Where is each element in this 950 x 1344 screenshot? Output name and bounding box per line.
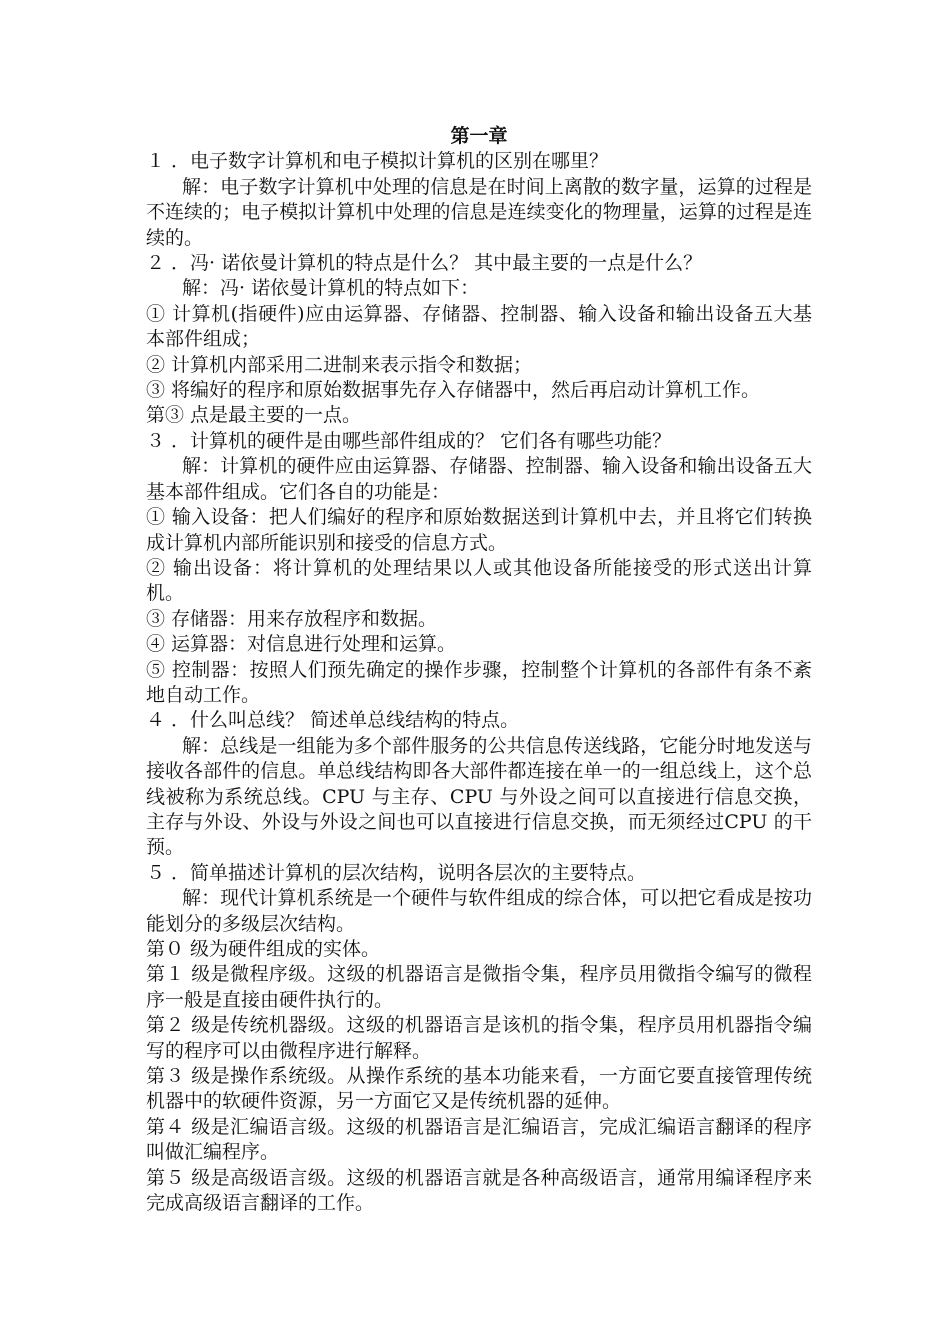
body-paragraph: 第０ 级为硬件组成的实体。 xyxy=(146,938,381,960)
answer-paragraph: 解：电子数字计算机中处理的信息是在时间上离散的数字量，运算的过程是不连续的；电子模拟计算机中处理的信息是连续变化的物理量，运算的过程是连续的。 xyxy=(146,175,812,249)
answer-paragraph: 解：冯· 诺依曼计算机的特点如下： xyxy=(182,277,480,300)
body-paragraph: 第４ 级是汇编语言级。这级的机器语言是汇编语言，完成汇编语言翻译的程序叫做汇编程序。 xyxy=(146,1115,812,1164)
body-paragraph: ③ 将编好的程序和原始数据事先存入存储器中，然后再启动计算机工作。 xyxy=(146,379,761,402)
body-paragraph: ⑤ 控制器：按照人们预先确定的操作步骤，控制整个计算机的各部件有条不紊地自动工作。 xyxy=(146,658,812,706)
answer-paragraph: 解：现代计算机系统是一个硬件与软件组成的综合体，可以把它看成是按功能划分的多级层次结构。 xyxy=(146,887,812,935)
body-paragraph: ④ 运算器：对信息进行处理和运算。 xyxy=(146,633,457,656)
question-line: ３ ．计算机的硬件是由哪些部件组成的？ 它们各有哪些功能？ xyxy=(146,429,672,452)
document-body xyxy=(146,149,812,1216)
body-paragraph: ① 输入设备：把人们编好的程序和原始数据送到计算机中去，并且将它们转换成计算机内部所能识别和接受的信息方式。 xyxy=(146,506,812,554)
body-paragraph: ① 计算机(指硬件)应由运算器、存储器、控制器、输入设备和输出设备五大基本部件组成； xyxy=(146,302,812,351)
body-paragraph: ② 计算机内部采用二进制来表示指令和数据； xyxy=(146,353,533,376)
chapter-title: 第一章 xyxy=(450,125,508,147)
question-line: ２ ．冯· 诺依曼计算机的特点是什么？ 其中最主要的一点是什么？ xyxy=(146,252,703,275)
body-paragraph: 第１ 级是微程序级。这级的机器语言是微指令集，程序员用微指令编写的微程序一般是直接由硬件执行的。 xyxy=(146,963,812,1011)
answer-paragraph: 解：总线是一组能为多个部件服务的公共信息传送线路，它能分时地发送与接收各部件的信息。单总线结构即各大部件都连接在单一的一组总线上，这个总线被称为系统总线。CPU 与主存、CPU 与外设之间可以直接进行信息交换，主存与外设、外设与外设之间也可以直接进行信息交换，而无须经过CPU 的干预。 xyxy=(146,734,812,859)
body-paragraph: 第③ 点是最主要的一点。 xyxy=(146,404,362,427)
question-line: ５ ．简单描述计算机的层次结构，说明各层次的主要特点。 xyxy=(146,861,647,884)
body-paragraph: 第５ 级是高级语言级。这级的机器语言就是各种高级语言，通常用编译程序来完成高级语言翻译的工作。 xyxy=(146,1166,812,1215)
answer-paragraph: 解：计算机的硬件应由运算器、存储器、控制器、输入设备和输出设备五大基本部件组成。它们各自的功能是： xyxy=(146,455,812,503)
question-line: ４ ．什么叫总线？ 简述单总线结构的特点。 xyxy=(146,709,520,732)
body-paragraph: 第３ 级是操作系统级。从操作系统的基本功能来看，一方面它要直接管理传统机器中的软硬件资源，另一方面它又是传统机器的延伸。 xyxy=(146,1065,812,1113)
body-paragraph: ③ 存储器：用来存放程序和数据。 xyxy=(146,607,438,630)
document-page xyxy=(146,124,812,1216)
body-paragraph: ② 输出设备：将计算机的处理结果以人或其他设备所能接受的形式送出计算机。 xyxy=(146,556,812,605)
question-line: １ ．电子数字计算机和电子模拟计算机的区别在哪里？ xyxy=(146,150,609,173)
body-paragraph: 第２ 级是传统机器级。这级的机器语言是该机的指令集，程序员用机器指令编写的程序可以由微程序进行解释。 xyxy=(146,1014,812,1062)
